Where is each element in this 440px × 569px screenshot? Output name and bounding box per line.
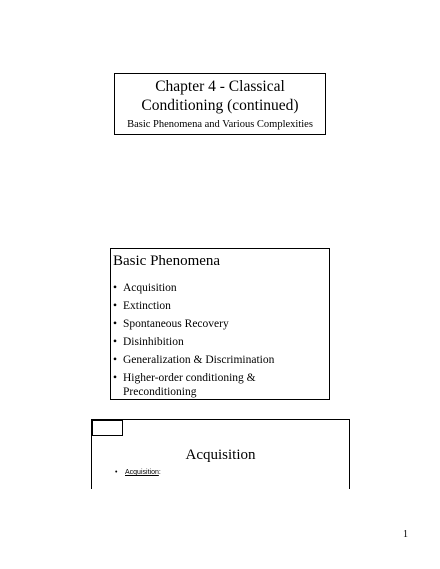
- title-line-2: Conditioning (continued): [141, 97, 299, 114]
- list-item: [111, 335, 329, 349]
- list-item-text: Higher-order conditioning &: [123, 372, 256, 384]
- slide-heading: Basic Phenomena: [113, 253, 221, 269]
- list-item: [111, 317, 329, 331]
- list-item-text: Extinction: [123, 300, 171, 312]
- list-item-text: Disinhibition: [123, 336, 184, 348]
- bullet-icon: •: [113, 372, 118, 384]
- bullet-list: [111, 281, 329, 403]
- slide-title: [114, 73, 326, 135]
- bullet-icon: •: [113, 282, 118, 294]
- list-item: [111, 371, 329, 399]
- list-item-text-continued: Preconditioning: [123, 386, 197, 398]
- title-line-1: Chapter 4 - Classical: [155, 78, 285, 95]
- slide-title-heading: [115, 77, 325, 115]
- list-item-text: Spontaneous Recovery: [123, 318, 229, 330]
- list-item-text: Generalization & Discrimination: [123, 354, 275, 366]
- list-item: [111, 299, 329, 313]
- slide-acquisition: [91, 419, 350, 489]
- list-item: [111, 353, 329, 367]
- slide-subtitle: Basic Phenomena and Various Complexities: [127, 119, 313, 130]
- logo-placeholder: [92, 420, 123, 436]
- bullet-icon: •: [113, 336, 118, 348]
- bullet-icon: •: [113, 300, 118, 312]
- list-item-suffix: :: [158, 469, 161, 476]
- bullet-icon: •: [113, 318, 118, 330]
- page-number: 1: [403, 529, 408, 540]
- slide-heading: Acquisition: [185, 447, 256, 463]
- list-item: [115, 468, 161, 477]
- bullet-icon: •: [113, 354, 118, 366]
- list-item-term: Acquisition: [125, 469, 159, 476]
- list-item: [111, 281, 329, 295]
- slide-basic-phenomena: [110, 248, 330, 400]
- list-item-text: Acquisition: [123, 282, 177, 294]
- bullet-icon: •: [115, 469, 118, 476]
